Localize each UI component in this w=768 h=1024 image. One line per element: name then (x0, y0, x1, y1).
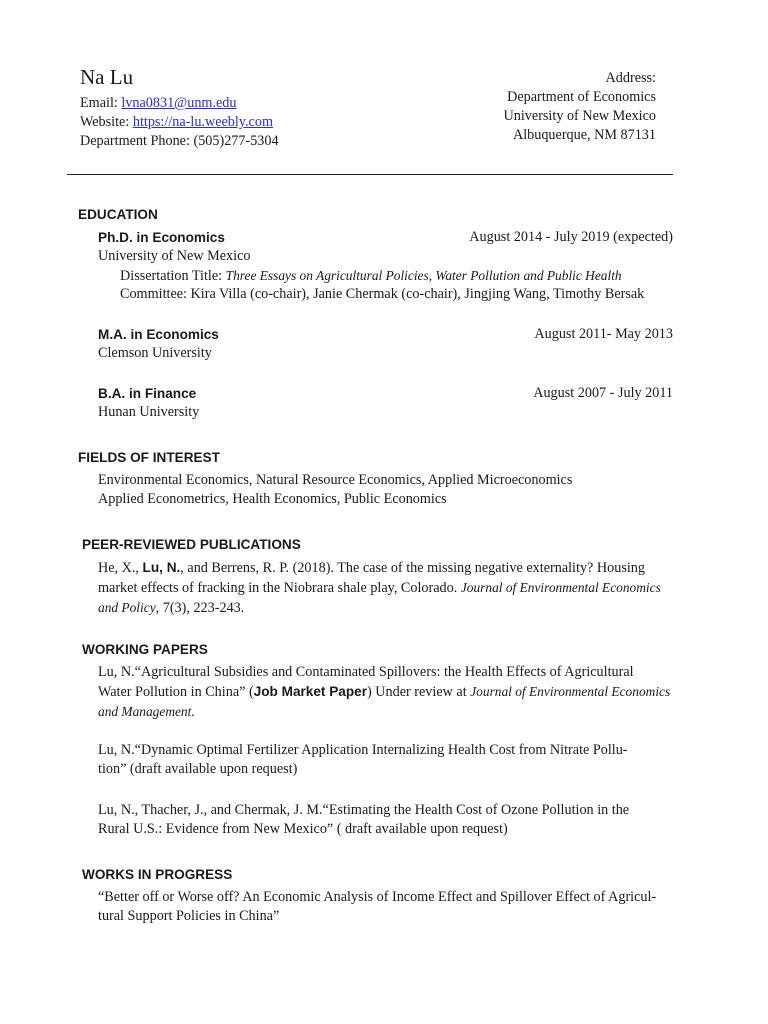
ba-row (98, 384, 673, 403)
committee-line: Committee: Kira Villa (co-chair), Janie Chermak (co-chair), Jingjing Wang, Timothy Bersak (120, 286, 645, 302)
address-line: Department of Economics (507, 89, 656, 105)
publication-entry: He, X., Lu, N., and Berrens, R. P. (2018). The case of the missing negative externality? Housing market effects of fracking in the Niobrara shale play, Colorado. Journal of Environmental Economics and Policy, 7(3), 223-243. (98, 560, 661, 616)
highlighted-author: Lu, N. (142, 560, 181, 575)
phd-row (98, 228, 673, 247)
fields-heading: FIELDS OF INTEREST (78, 450, 220, 465)
work-in-progress-entry: “Better off or Worse off? An Economic Analysis of Income Effect and Spillover Effect of Agricul- tural Support Policies in China” (98, 889, 657, 924)
ma-degree: M.A. in Economics (98, 327, 219, 342)
phone-line: Department Phone: (505)277-5304 (80, 133, 279, 149)
header-divider (67, 174, 673, 175)
dissertation-title: Three Essays on Agricultural Policies, Water Pollution and Public Health (225, 268, 622, 283)
journal-name: Journal of Environmental Economics (470, 684, 671, 699)
ba-degree: B.A. in Finance (98, 386, 197, 401)
journal-name: and Management. (98, 704, 195, 719)
phd-dates: August 2014 - July 2019 (expected) (469, 229, 673, 245)
contact-block (80, 94, 279, 151)
email-line: Email: lvna0831@unm.edu (80, 95, 237, 111)
email-link[interactable]: lvna0831@unm.edu (121, 95, 237, 111)
journal-name: and Policy (98, 600, 156, 615)
fields-line: Environmental Economics, Natural Resource Economics, Applied Microeconomics (98, 472, 573, 488)
works-in-progress-heading: WORKS IN PROGRESS (82, 867, 233, 882)
website-line: Website: https://na-lu.weebly.com (80, 114, 273, 130)
working-papers-heading: WORKING PAPERS (82, 642, 208, 657)
ma-row (98, 325, 673, 344)
dissertation-line: Dissertation Title: Three Essays on Agricultural Policies, Water Pollution and Public Health (120, 268, 622, 284)
ma-school: Clemson University (98, 345, 212, 361)
education-heading: EDUCATION (78, 207, 158, 222)
address-block (504, 69, 656, 145)
journal-name: Journal of Environmental Economics (460, 580, 661, 595)
working-paper-entry: Lu, N.“Agricultural Subsidies and Contaminated Spillovers: the Health Effects of Agricultural Water Pollution in China” (Job Market Paper) Under review at Journal of Environmental Economics and Management. (98, 664, 671, 719)
phd-school: University of New Mexico (98, 248, 251, 264)
person-name: Na Lu (80, 65, 134, 89)
publications-heading: PEER-REVIEWED PUBLICATIONS (82, 537, 301, 552)
job-market-paper-tag: Job Market Paper (253, 684, 368, 699)
fields-line: Applied Econometrics, Health Economics, Public Economics (98, 491, 447, 507)
working-paper-entry: Lu, N., Thacher, J., and Chermak, J. M.“Estimating the Health Cost of Ozone Pollution in the Rural U.S.: Evidence from New Mexico” ( draft available upon request) (98, 802, 630, 837)
website-link[interactable]: https://na-lu.weebly.com (132, 114, 273, 130)
address-label: Address: (605, 70, 656, 86)
address-line: Albuquerque, NM 87131 (512, 127, 656, 143)
ma-dates: August 2011- May 2013 (534, 326, 673, 342)
phd-degree: Ph.D. in Economics (98, 230, 225, 245)
working-paper-entry: Lu, N.“Dynamic Optimal Fertilizer Application Internalizing Health Cost from Nitrate Pollu- tion” (draft available upon request) (98, 742, 628, 777)
ba-dates: August 2007 - July 2011 (533, 385, 673, 401)
ba-school: Hunan University (98, 404, 200, 420)
address-line: University of New Mexico (503, 108, 656, 124)
